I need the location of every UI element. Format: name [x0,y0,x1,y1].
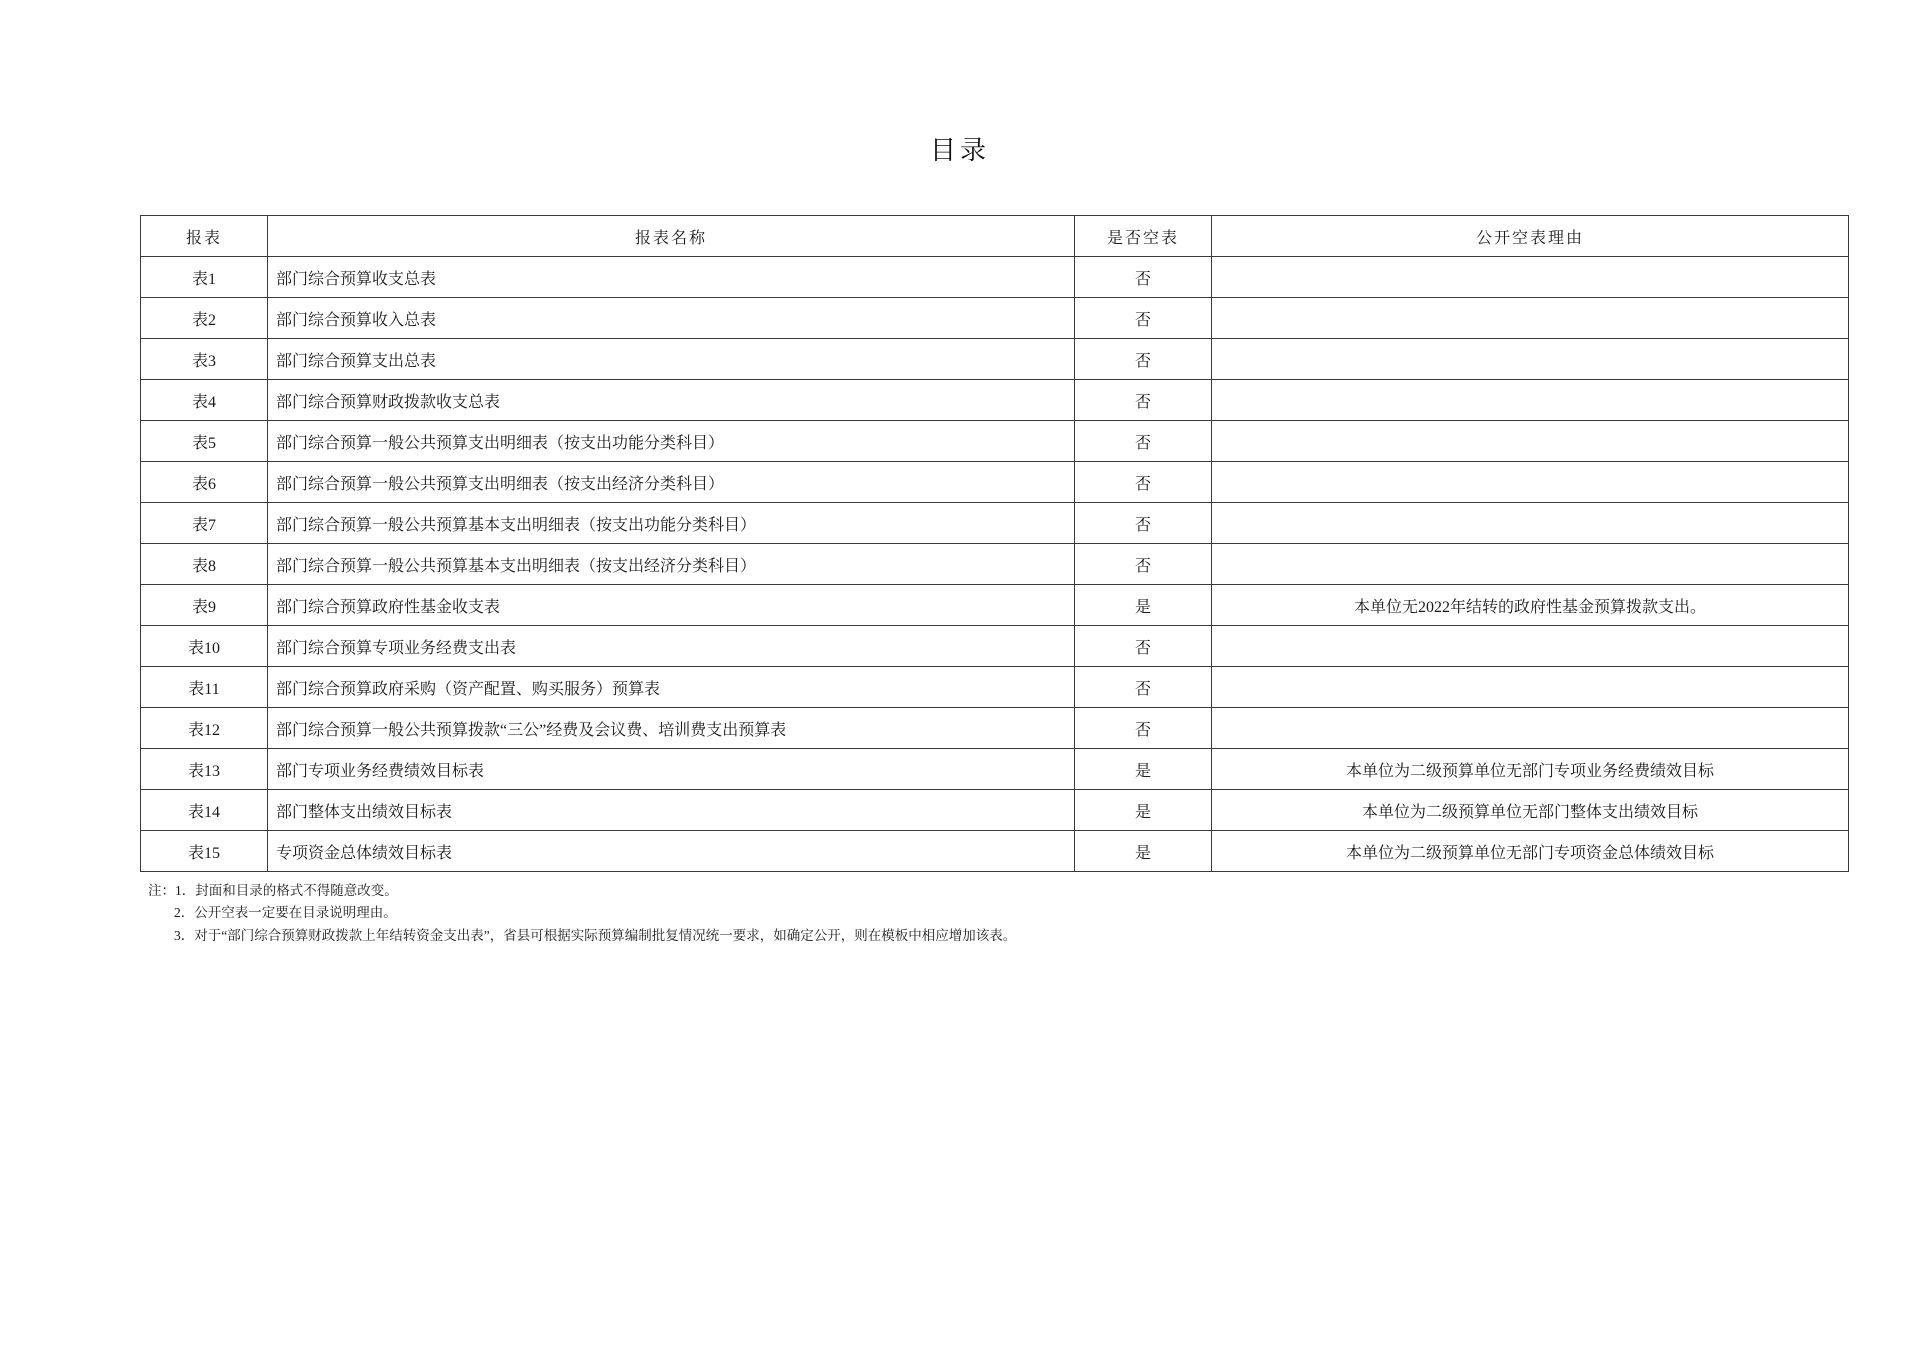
table-row [141,544,1849,585]
cell-name: 部门综合预算收支总表 [268,257,1075,298]
cell-name: 部门综合预算一般公共预算支出明细表（按支出功能分类科目） [268,421,1075,462]
cell-name: 部门综合预算支出总表 [268,339,1075,380]
table-header [141,216,1849,257]
header-cell-no: 报表 [141,216,268,257]
table-row [141,708,1849,749]
cell-no: 表2 [141,298,268,339]
table-row [141,298,1849,339]
table-row [141,503,1849,544]
header-cell-reason: 公开空表理由 [1212,216,1849,257]
cell-empty: 是 [1075,790,1212,831]
page-title: 目录 [929,136,990,165]
cell-empty: 否 [1075,626,1212,667]
cell-no: 表4 [141,380,268,421]
table-row [141,667,1849,708]
cell-name: 部门整体支出绩效目标表 [268,790,1075,831]
cell-name: 部门综合预算政府性基金收支表 [268,585,1075,626]
table-body [141,257,1849,872]
table-row [141,421,1849,462]
cell-empty: 否 [1075,380,1212,421]
cell-reason [1212,626,1849,667]
cell-no: 表6 [141,462,268,503]
cell-empty: 否 [1075,708,1212,749]
notes-item-2: 2．公开空表一定要在目录说明理由。 [174,905,397,921]
cell-empty: 是 [1075,585,1212,626]
cell-name: 部门综合预算专项业务经费支出表 [268,626,1075,667]
table-row [141,790,1849,831]
cell-no: 表11 [141,667,268,708]
cell-no: 表5 [141,421,268,462]
cell-no: 表13 [141,749,268,790]
cell-name: 部门专项业务经费绩效目标表 [268,749,1075,790]
cell-empty: 否 [1075,462,1212,503]
table-row [141,462,1849,503]
cell-name: 部门综合预算一般公共预算拨款“三公”经费及会议费、培训费支出预算表 [268,708,1075,749]
table-row [141,749,1849,790]
cell-reason [1212,503,1849,544]
cell-empty: 是 [1075,831,1212,872]
notes-label: 注： [148,883,175,898]
notes-line-2 [148,902,1848,924]
table-row [141,626,1849,667]
notes-item-1: 1．封面和目录的格式不得随意改变。 [175,883,398,898]
cell-reason: 本单位为二级预算单位无部门专项业务经费绩效目标 [1212,749,1849,790]
cell-empty: 否 [1075,667,1212,708]
cell-name: 部门综合预算收入总表 [268,298,1075,339]
cell-no: 表12 [141,708,268,749]
cell-reason [1212,380,1849,421]
cell-reason [1212,544,1849,585]
cell-name: 部门综合预算一般公共预算基本支出明细表（按支出功能分类科目） [268,503,1075,544]
table-row [141,257,1849,298]
cell-reason [1212,708,1849,749]
header-cell-name: 报表名称 [268,216,1075,257]
cell-name: 专项资金总体绩效目标表 [268,831,1075,872]
table-header-row [141,216,1849,257]
table-row [141,585,1849,626]
cell-name: 部门综合预算一般公共预算基本支出明细表（按支出经济分类科目） [268,544,1075,585]
cell-name: 部门综合预算财政拨款收支总表 [268,380,1075,421]
cell-reason: 本单位无2022年结转的政府性基金预算拨款支出。 [1212,585,1849,626]
cell-empty: 否 [1075,503,1212,544]
cell-name: 部门综合预算政府采购（资产配置、购买服务）预算表 [268,667,1075,708]
cell-reason [1212,339,1849,380]
cell-no: 表10 [141,626,268,667]
cell-reason: 本单位为二级预算单位无部门整体支出绩效目标 [1212,790,1849,831]
table-row [141,380,1849,421]
cell-no: 表8 [141,544,268,585]
cell-reason [1212,257,1849,298]
cell-empty: 否 [1075,257,1212,298]
cell-empty: 否 [1075,544,1212,585]
cell-name: 部门综合预算一般公共预算支出明细表（按支出经济分类科目） [268,462,1075,503]
cell-reason [1212,667,1849,708]
notes-item-3: 3．对于“部门综合预算财政拨款上年结转资金支出表”，省县可根据实际预算编制批复情况统一要求，如确定公开，则在模板中相应增加该表。 [174,927,1017,943]
cell-no: 表1 [141,257,268,298]
toc-table [140,215,1849,872]
cell-reason [1212,298,1849,339]
notes-line-3 [148,925,1848,947]
cell-reason [1212,421,1849,462]
table-row [141,831,1849,872]
cell-no: 表7 [141,503,268,544]
notes-line-1 [148,880,1848,902]
cell-reason [1212,462,1849,503]
notes-block [148,880,1848,947]
cell-empty: 否 [1075,298,1212,339]
cell-no: 表9 [141,585,268,626]
cell-empty: 否 [1075,339,1212,380]
cell-reason: 本单位为二级预算单位无部门专项资金总体绩效目标 [1212,831,1849,872]
table-row [141,339,1849,380]
cell-no: 表14 [141,790,268,831]
cell-empty: 是 [1075,749,1212,790]
header-cell-empty: 是否空表 [1075,216,1212,257]
cell-empty: 否 [1075,421,1212,462]
cell-no: 表3 [141,339,268,380]
cell-no: 表15 [141,831,268,872]
